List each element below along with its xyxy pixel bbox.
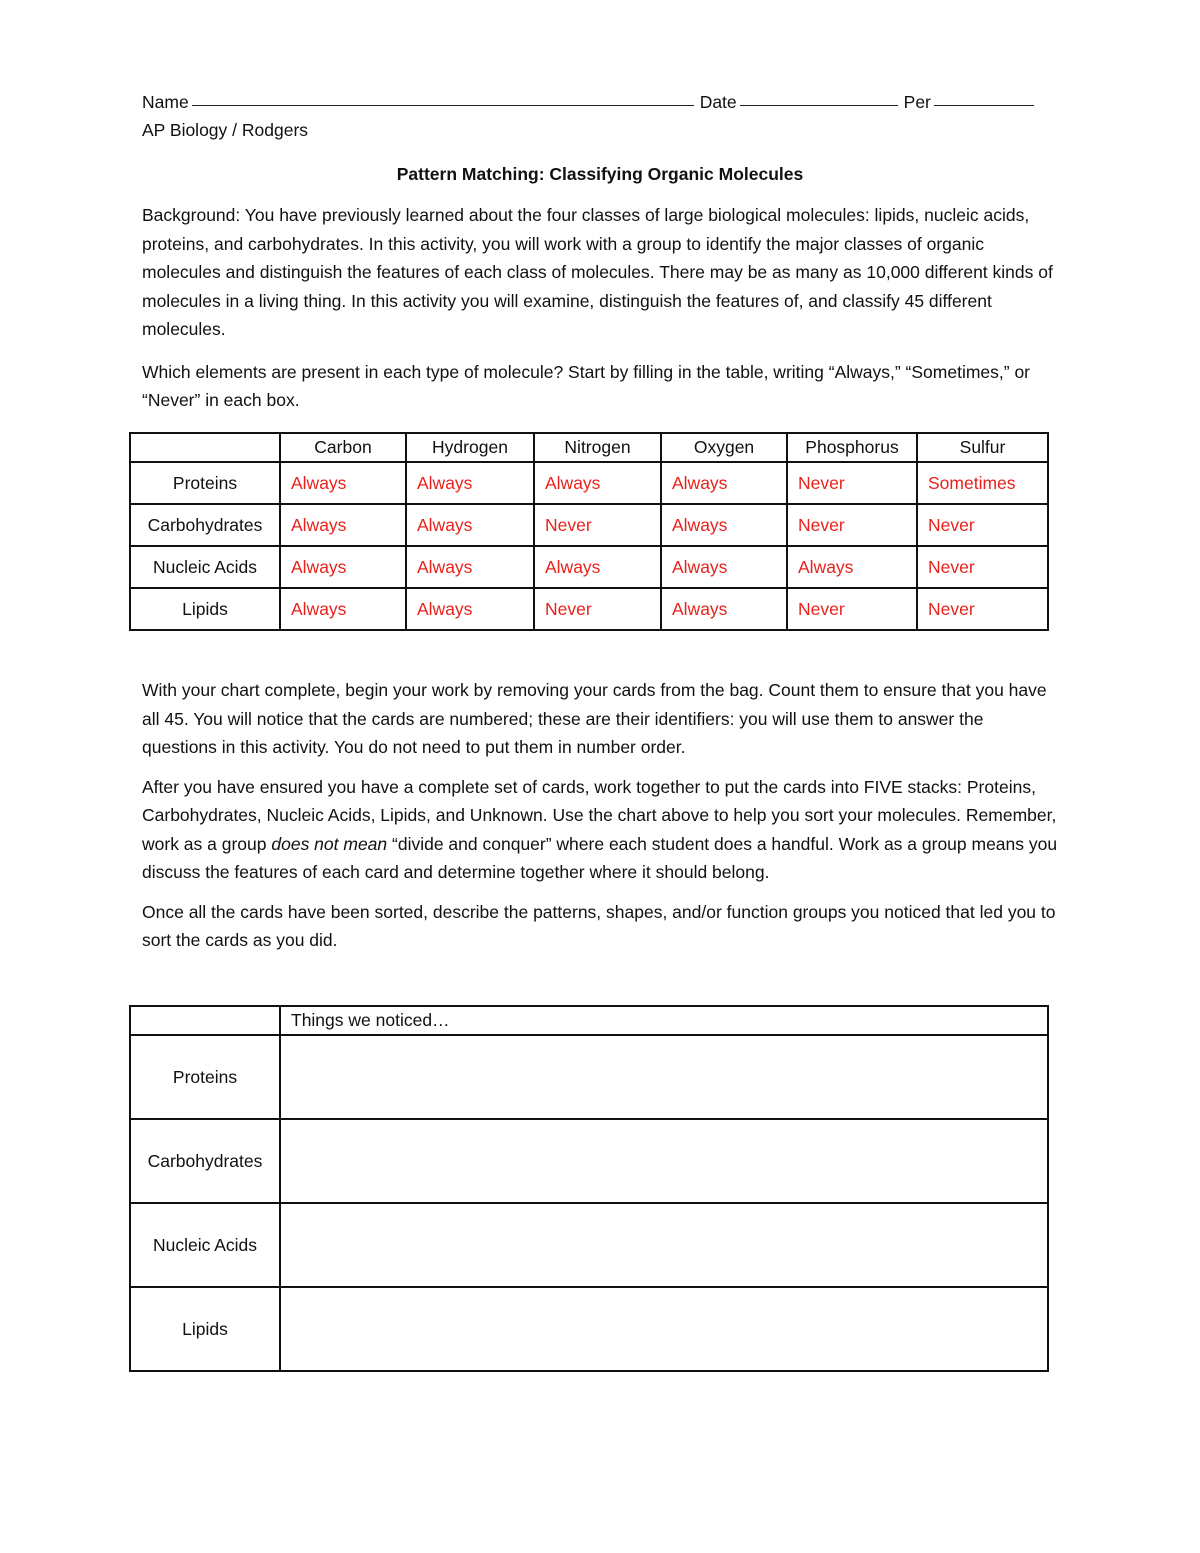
things-noticed-header: Things we noticed… [280,1006,1048,1035]
answer-cell[interactable]: Never [917,504,1048,546]
answer-cell[interactable]: Never [787,504,917,546]
answer-cell[interactable]: Never [787,462,917,504]
cards-paragraph: With your chart complete, begin your work by removing your cards from the bag. Count them to ensure that you have all 45. You will notice that the cards are numbered; these are their identifiers: you will use them to answer the questions in this activity. You do not need to put them in number order. [142,680,1047,757]
answer-cell[interactable]: Never [534,588,661,630]
instructions-block [142,676,1058,955]
observations-table-header [130,1006,1048,1035]
answer-cell[interactable]: Always [280,462,406,504]
answer-cell[interactable]: Always [534,462,661,504]
per-label: Per [903,92,931,112]
answer-cell[interactable]: Always [406,462,534,504]
observation-input-cell[interactable] [280,1119,1048,1203]
row-header: Proteins [130,1035,280,1119]
answer-cell[interactable]: Always [406,504,534,546]
column-header: Phosphorus [787,433,917,462]
table-row [130,1035,1048,1119]
row-header: Lipids [130,588,280,630]
sort-paragraph [142,773,1058,887]
sort-paragraph-text: After you have ensured you have a complete set of cards, work together to put the cards into FIVE stacks: Proteins, Carbohydrates, Nucleic Acids, Lipids, and Unknown. Use the chart above to help you sort your molecules. Remember, work as a group [142,776,1057,854]
answer-cell[interactable]: Always [280,546,406,588]
column-header: Hydrogen [406,433,534,462]
answer-cell[interactable]: Always [534,546,661,588]
table-row [130,1203,1048,1287]
course-label: AP Biology / Rodgers [142,120,309,140]
page-title: Pattern Matching: Classifying Organic Molecules [396,164,804,184]
answer-cell[interactable]: Always [787,546,917,588]
student-info-line [142,88,1058,116]
name-label: Name [142,92,189,112]
observations-table [129,1005,1049,1372]
table-row [130,504,1048,546]
answer-cell[interactable]: Always [406,546,534,588]
elements-table-header [130,433,1048,462]
date-label: Date [699,92,737,112]
row-header: Lipids [130,1287,280,1371]
answer-cell[interactable]: Always [661,504,787,546]
sort-paragraph-text-end: “divide and conquer” where each student does a handful. Work as a group means you discuss the features of each card and determine together where it should belong. [142,833,1058,882]
answer-cell[interactable]: Always [661,588,787,630]
column-header: Nitrogen [534,433,661,462]
answer-cell[interactable]: Always [406,588,534,630]
sort-paragraph-emphasis: does not mean [271,833,388,854]
answer-cell[interactable]: Always [280,588,406,630]
answer-cell[interactable]: Never [534,504,661,546]
column-header: Oxygen [661,433,787,462]
observation-input-cell[interactable] [280,1287,1048,1371]
answer-cell[interactable]: Always [280,504,406,546]
answer-cell[interactable]: Never [917,546,1048,588]
row-header: Carbohydrates [130,1119,280,1203]
row-header: Carbohydrates [130,504,280,546]
answer-cell[interactable]: Sometimes [917,462,1048,504]
table-row [130,588,1048,630]
column-header: Carbon [280,433,406,462]
row-header: Proteins [130,462,280,504]
observation-input-cell[interactable] [280,1203,1048,1287]
period-blank[interactable] [934,88,1034,106]
corner-cell [130,433,280,462]
table-row [130,1119,1048,1203]
row-header: Nucleic Acids [130,1203,280,1287]
column-header: Sulfur [917,433,1048,462]
elements-question: Which elements are present in each type of molecule? Start by filling in the table, writing “Always,” “Sometimes,” or “Never” in each box. [142,361,1031,410]
answer-cell[interactable]: Always [661,462,787,504]
table-row [130,1287,1048,1371]
patterns-paragraph: Once all the cards have been sorted, describe the patterns, shapes, and/or function groups you noticed that led you to sort the cards as you did. [142,901,1056,950]
corner-cell [130,1006,280,1035]
date-blank[interactable] [740,88,898,106]
answer-cell[interactable]: Always [661,546,787,588]
row-header: Nucleic Acids [130,546,280,588]
worksheet-top-content [142,88,1058,415]
answer-cell[interactable]: Never [787,588,917,630]
observation-input-cell[interactable] [280,1035,1048,1119]
elements-table [129,432,1049,631]
background-paragraph: Background: You have previously learned about the four classes of large biological molecules: lipids, nucleic acids, proteins, and carbohydrates. In this activity, you will work with a group to identify the major classes of organic molecules and distinguish the features of each class of molecules. There may be as many as 10,000 different kinds of molecules in a living thing. In this activity you will examine, distinguish the features of, and classify 45 different molecules. [142,205,1053,339]
answer-cell[interactable]: Never [917,588,1048,630]
name-blank[interactable] [192,88,694,106]
table-row [130,462,1048,504]
table-row [130,546,1048,588]
